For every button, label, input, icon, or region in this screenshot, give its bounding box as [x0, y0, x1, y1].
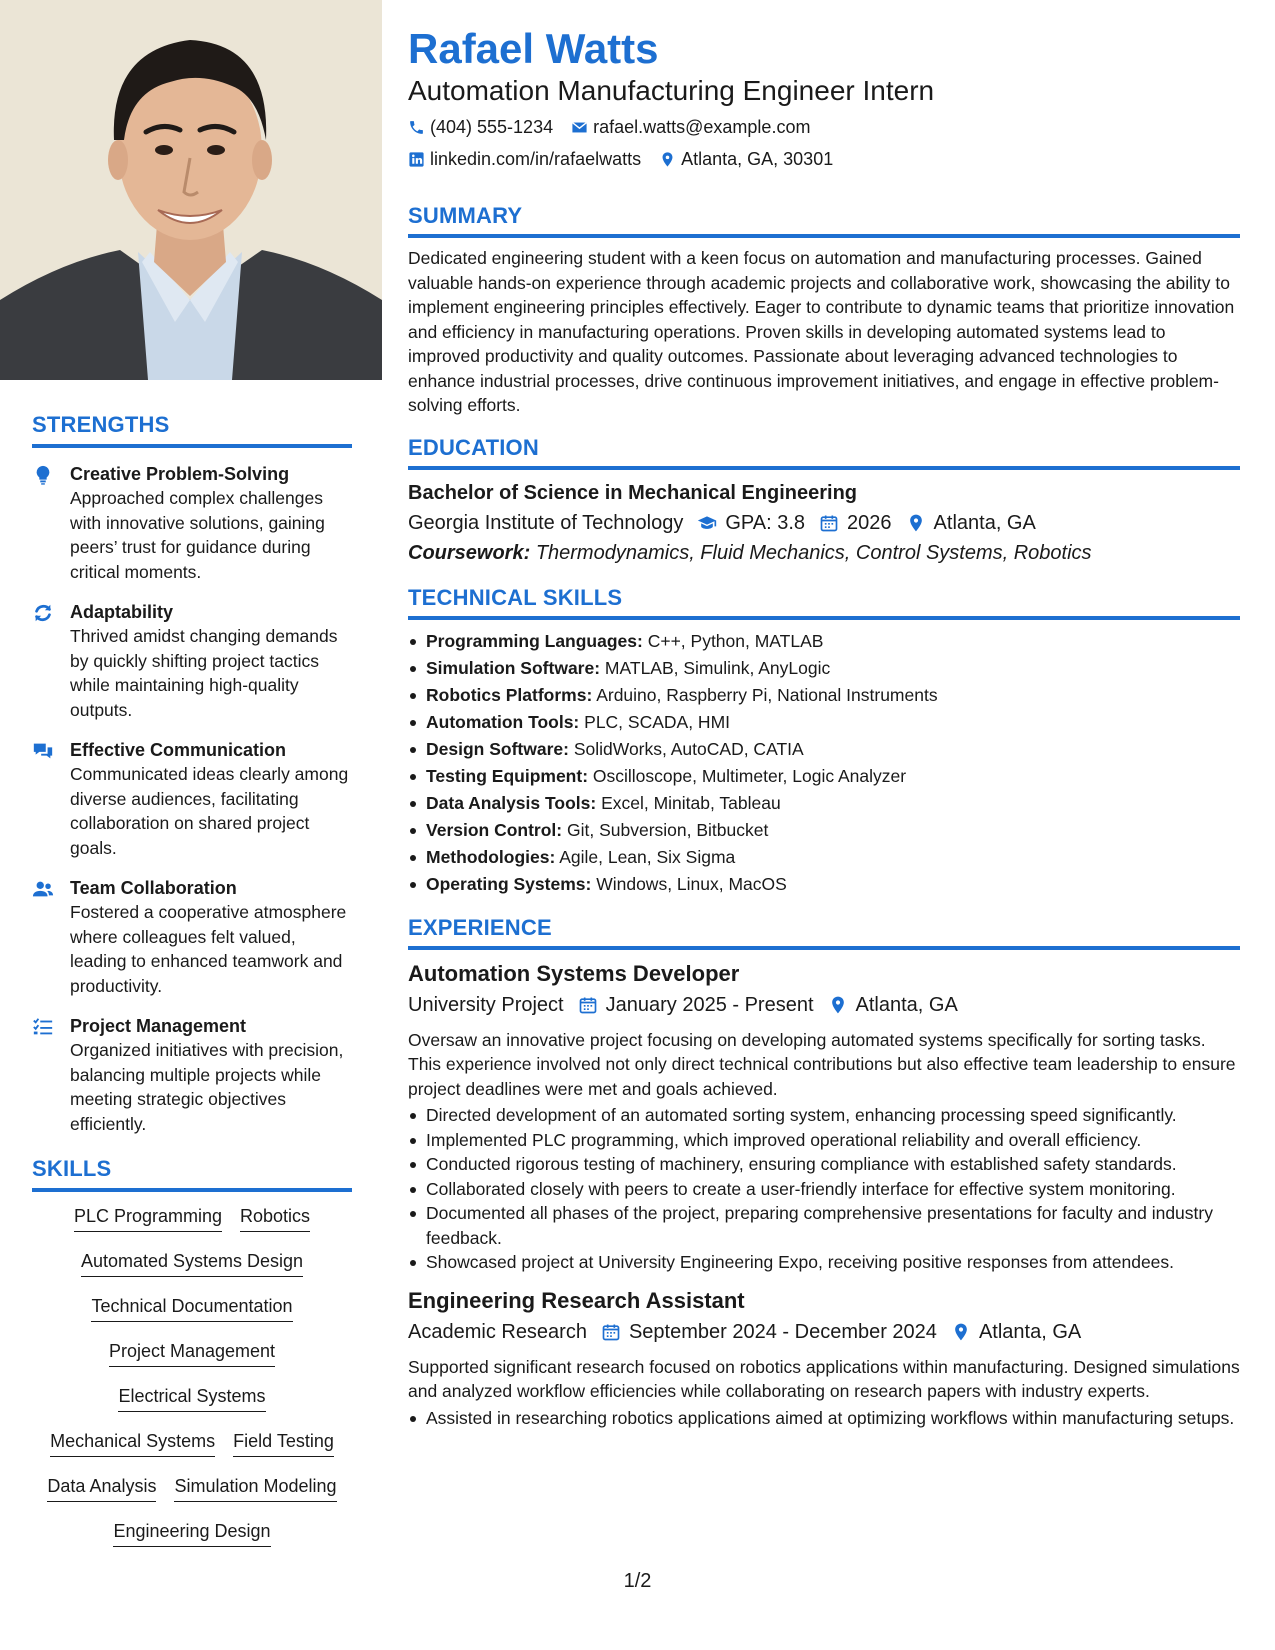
linkedin-contact[interactable]	[408, 146, 641, 172]
job-bullet: Assisted in researching robotics applications aimed at optimizing workflows within manufacturing setups.	[408, 1406, 1240, 1431]
education-heading: EDUCATION	[408, 434, 539, 460]
technical-skills-section	[408, 584, 1240, 898]
technical-skill-label: Version Control:	[426, 819, 563, 840]
technical-skill-label: Simulation Software:	[426, 657, 601, 678]
task-list-icon	[32, 1014, 70, 1136]
technical-skill-label: Methodologies:	[426, 846, 556, 867]
technical-skill-item	[408, 871, 1240, 898]
strength-title: Team Collaboration	[70, 878, 237, 898]
technical-skill-item	[408, 844, 1240, 871]
strength-description: Fostered a cooperative atmosphere where colleagues felt valued, leading to enhanced teamwork and productivity.	[70, 902, 347, 996]
strength-text	[70, 600, 352, 722]
job-bullets	[408, 1103, 1240, 1275]
job-description: Supported significant research focused on robotics applications within manufacturing. Designed simulations and analyzed workflow efficiencies while collaborating on research papers with industry experts.	[408, 1356, 1240, 1401]
job-dates	[578, 990, 814, 1020]
strength-description: Communicated ideas clearly among diverse audiences, facilitating collaboration on shared project goals.	[70, 764, 349, 858]
email-text: rafael.watts@example.com	[593, 117, 811, 137]
technical-skill-item	[408, 628, 1240, 655]
technical-skill-item	[408, 790, 1240, 817]
technical-skill-value: MATLAB, Simulink, AnyLogic	[604, 657, 831, 678]
skill-tag: Project Management	[109, 1339, 275, 1367]
skill-tag: Data Analysis	[47, 1474, 156, 1502]
strength-description: Thrived amidst changing demands by quickly shifting project tactics while maintaining high-quality outputs.	[70, 626, 338, 720]
job-location	[828, 990, 958, 1020]
contact-row-2	[408, 146, 1240, 172]
technical-skill-value: Arduino, Raspberry Pi, National Instruments	[596, 684, 938, 705]
map-pin-icon	[828, 995, 848, 1015]
job-meta	[408, 990, 1240, 1020]
skills-heading: SKILLS	[32, 1156, 112, 1181]
skills-section	[32, 1156, 352, 1564]
strength-description: Organized initiatives with precision, balancing multiple projects while meeting strategic objectives efficiently.	[70, 1040, 344, 1134]
skill-tag: Robotics	[240, 1204, 310, 1232]
technical-skill-label: Programming Languages:	[426, 630, 643, 651]
skill-tag: Field Testing	[233, 1429, 334, 1457]
technical-skill-value: Git, Subversion, Bitbucket	[567, 819, 769, 840]
dates-text: January 2025 - Present	[605, 993, 814, 1016]
job-bullet: Collaborated closely with peers to create a user-friendly interface for effective system monitoring.	[408, 1177, 1240, 1202]
strengths-rule	[32, 444, 352, 448]
education-location	[906, 508, 1036, 538]
strength-item	[32, 462, 352, 584]
skill-row	[32, 1294, 352, 1339]
strengths-heading: STRENGTHS	[32, 412, 170, 437]
candidate-title: Automation Manufacturing Engineer Intern	[408, 75, 935, 106]
summary-section	[408, 202, 1240, 418]
phone-contact[interactable]	[408, 114, 553, 140]
technical-skill-item	[408, 763, 1240, 790]
organization-text: Academic Research	[408, 1320, 587, 1343]
skill-tag: Automated Systems Design	[81, 1249, 303, 1277]
job-location-text: Atlanta, GA	[855, 993, 958, 1016]
strength-title: Project Management	[70, 1016, 247, 1036]
calendar-icon	[819, 513, 839, 533]
lightbulb-icon	[32, 462, 70, 584]
job-bullet: Conducted rigorous testing of machinery, ensuring compliance with established safety standards.	[408, 1152, 1240, 1177]
users-icon	[32, 876, 70, 998]
skill-row	[32, 1519, 352, 1564]
envelope-icon	[571, 119, 588, 136]
technical-skill-item	[408, 655, 1240, 682]
contact-row-1	[408, 114, 1240, 140]
job-bullets	[408, 1406, 1240, 1431]
skill-tag: Engineering Design	[113, 1519, 270, 1547]
skill-row	[32, 1429, 352, 1474]
left-column	[0, 0, 382, 1650]
technical-skill-item	[408, 682, 1240, 709]
map-pin-icon	[659, 151, 676, 168]
job-meta	[408, 1317, 1240, 1347]
summary-rule	[408, 234, 1240, 238]
coursework-label: Coursework:	[408, 541, 531, 564]
strengths-section	[32, 412, 352, 1136]
skills-list	[32, 1204, 352, 1564]
education-degree: Bachelor of Science in Mechanical Engineering	[408, 481, 858, 504]
strength-title: Effective Communication	[70, 740, 287, 760]
skill-row	[32, 1249, 352, 1294]
strength-item	[32, 876, 352, 998]
gpa-text: GPA: 3.8	[725, 511, 806, 534]
experience-item	[408, 1287, 1240, 1431]
education-gpa	[697, 508, 805, 538]
job-location-text: Atlanta, GA	[978, 1320, 1082, 1343]
strength-item	[32, 600, 352, 722]
technical-skill-value: Agile, Lean, Six Sigma	[559, 846, 736, 867]
job-title: Engineering Research Assistant	[408, 1287, 745, 1313]
email-contact[interactable]	[571, 114, 810, 140]
phone-icon	[408, 119, 425, 136]
job-location	[951, 1317, 1081, 1347]
technical-skill-label: Design Software:	[426, 738, 569, 759]
coursework	[408, 538, 1240, 568]
strength-text	[70, 462, 352, 584]
dates-text: September 2024 - December 2024	[628, 1320, 937, 1343]
experience-rule	[408, 946, 1240, 950]
job-bullet: Implemented PLC programming, which improved operational reliability and overall efficiency.	[408, 1128, 1240, 1153]
education-school	[408, 508, 683, 538]
location-contact	[659, 146, 833, 172]
summary-heading: SUMMARY	[408, 203, 523, 228]
summary-text: Dedicated engineering student with a keen focus on automation and manufacturing processes. Gained valuable hands-on experience through academic projects and collaborative work, showcasing the ability to implement engineering principles effectively. Eager to contribute to dynamic teams that prioritize innovation and efficiency in manufacturing operations. Proven skills in developing automated systems lead to improved productivity and quality outcomes. Passionate about leveraging advanced technologies to enhance industrial processes, drive continuous improvement initiatives, and engage in effective problem-solving efforts.	[408, 248, 1235, 415]
technical-skill-item	[408, 709, 1240, 736]
technical-skill-value: Windows, Linux, MacOS	[596, 873, 787, 894]
location-text: Atlanta, GA, 30301	[681, 149, 834, 169]
organization-text: University Project	[408, 993, 564, 1016]
strength-title: Creative Problem-Solving	[70, 464, 290, 484]
experience-section	[408, 914, 1240, 1431]
technical-skill-value: C++, Python, MATLAB	[647, 630, 824, 651]
job-organization	[408, 1317, 587, 1347]
technical-skill-item	[408, 736, 1240, 763]
job-organization	[408, 990, 564, 1020]
comments-icon	[32, 738, 70, 860]
skill-tag: Electrical Systems	[118, 1384, 265, 1412]
calendar-icon	[578, 995, 598, 1015]
skill-row	[32, 1339, 352, 1384]
skills-rule	[32, 1188, 352, 1192]
graduation-year: 2026	[847, 511, 892, 534]
skill-row	[32, 1204, 352, 1249]
technical-skills-list	[408, 628, 1240, 898]
graduation-cap-icon	[697, 513, 717, 533]
education-year	[819, 508, 892, 538]
strength-item	[32, 1014, 352, 1136]
technical-skill-label: Testing Equipment:	[426, 765, 589, 786]
refresh-icon	[32, 600, 70, 722]
education-location-text: Atlanta, GA	[933, 511, 1036, 534]
strength-text	[70, 1014, 352, 1136]
job-bullet: Showcased project at University Engineering Expo, receiving positive responses from attendees.	[408, 1250, 1240, 1275]
calendar-icon	[601, 1322, 621, 1342]
technical-skill-item	[408, 817, 1240, 844]
skill-tag: Technical Documentation	[91, 1294, 292, 1322]
education-rule	[408, 466, 1240, 470]
strength-item	[32, 738, 352, 860]
education-meta	[408, 508, 1240, 538]
job-description: Oversaw an innovative project focusing on developing automated systems specifically for sorting tasks. This experience involved not only direct technical contributions but also effective team leadership to ensure project deadlines were met and goals achieved.	[408, 1029, 1236, 1099]
experience-list	[408, 960, 1240, 1431]
skill-row	[32, 1474, 352, 1519]
job-dates	[601, 1317, 937, 1347]
skill-tag: PLC Programming	[74, 1204, 222, 1232]
page-number: 1/2	[623, 1570, 652, 1592]
job-title: Automation Systems Developer	[408, 960, 740, 986]
technical-skill-label: Automation Tools:	[426, 711, 580, 732]
education-section	[408, 434, 1240, 568]
technical-skills-heading: TECHNICAL SKILLS	[408, 584, 623, 610]
map-pin-icon	[906, 513, 926, 533]
technical-skill-label: Data Analysis Tools:	[426, 792, 597, 813]
candidate-name: Rafael Watts	[408, 25, 659, 72]
technical-skill-value: Excel, Minitab, Tableau	[601, 792, 781, 813]
strength-text	[70, 738, 352, 860]
map-pin-icon	[951, 1322, 971, 1342]
technical-skill-value: PLC, SCADA, HMI	[584, 711, 731, 732]
strength-description: Approached complex challenges with innovative solutions, gaining peers’ trust for guidance during critical moments.	[70, 488, 325, 582]
left-content	[32, 412, 352, 1564]
technical-skill-value: Oscilloscope, Multimeter, Logic Analyzer	[592, 765, 907, 786]
linkedin-icon	[408, 151, 425, 168]
strength-text	[70, 876, 352, 998]
job-bullet: Directed development of an automated sorting system, enhancing processing speed significantly.	[408, 1103, 1240, 1128]
technical-skill-value: SolidWorks, AutoCAD, CATIA	[573, 738, 804, 759]
profile-photo	[0, 0, 382, 380]
skill-tag: Simulation Modeling	[174, 1474, 336, 1502]
strength-title: Adaptability	[70, 602, 174, 622]
coursework-list: Thermodynamics, Fluid Mechanics, Control Systems, Robotics	[535, 541, 1092, 564]
right-column	[408, 24, 1240, 1430]
skill-tag: Mechanical Systems	[50, 1429, 215, 1457]
technical-skill-label: Operating Systems:	[426, 873, 592, 894]
school-name: Georgia Institute of Technology	[408, 511, 684, 534]
experience-item	[408, 960, 1240, 1275]
job-bullet: Documented all phases of the project, preparing comprehensive presentations for faculty and industry feedback.	[408, 1201, 1240, 1250]
phone-text: (404) 555-1234	[430, 117, 554, 137]
strengths-list	[32, 462, 352, 1136]
experience-heading: EXPERIENCE	[408, 914, 552, 940]
technical-skills-rule	[408, 616, 1240, 620]
skill-row	[32, 1384, 352, 1429]
linkedin-text: linkedin.com/in/rafaelwatts	[430, 149, 642, 169]
technical-skill-label: Robotics Platforms:	[426, 684, 593, 705]
